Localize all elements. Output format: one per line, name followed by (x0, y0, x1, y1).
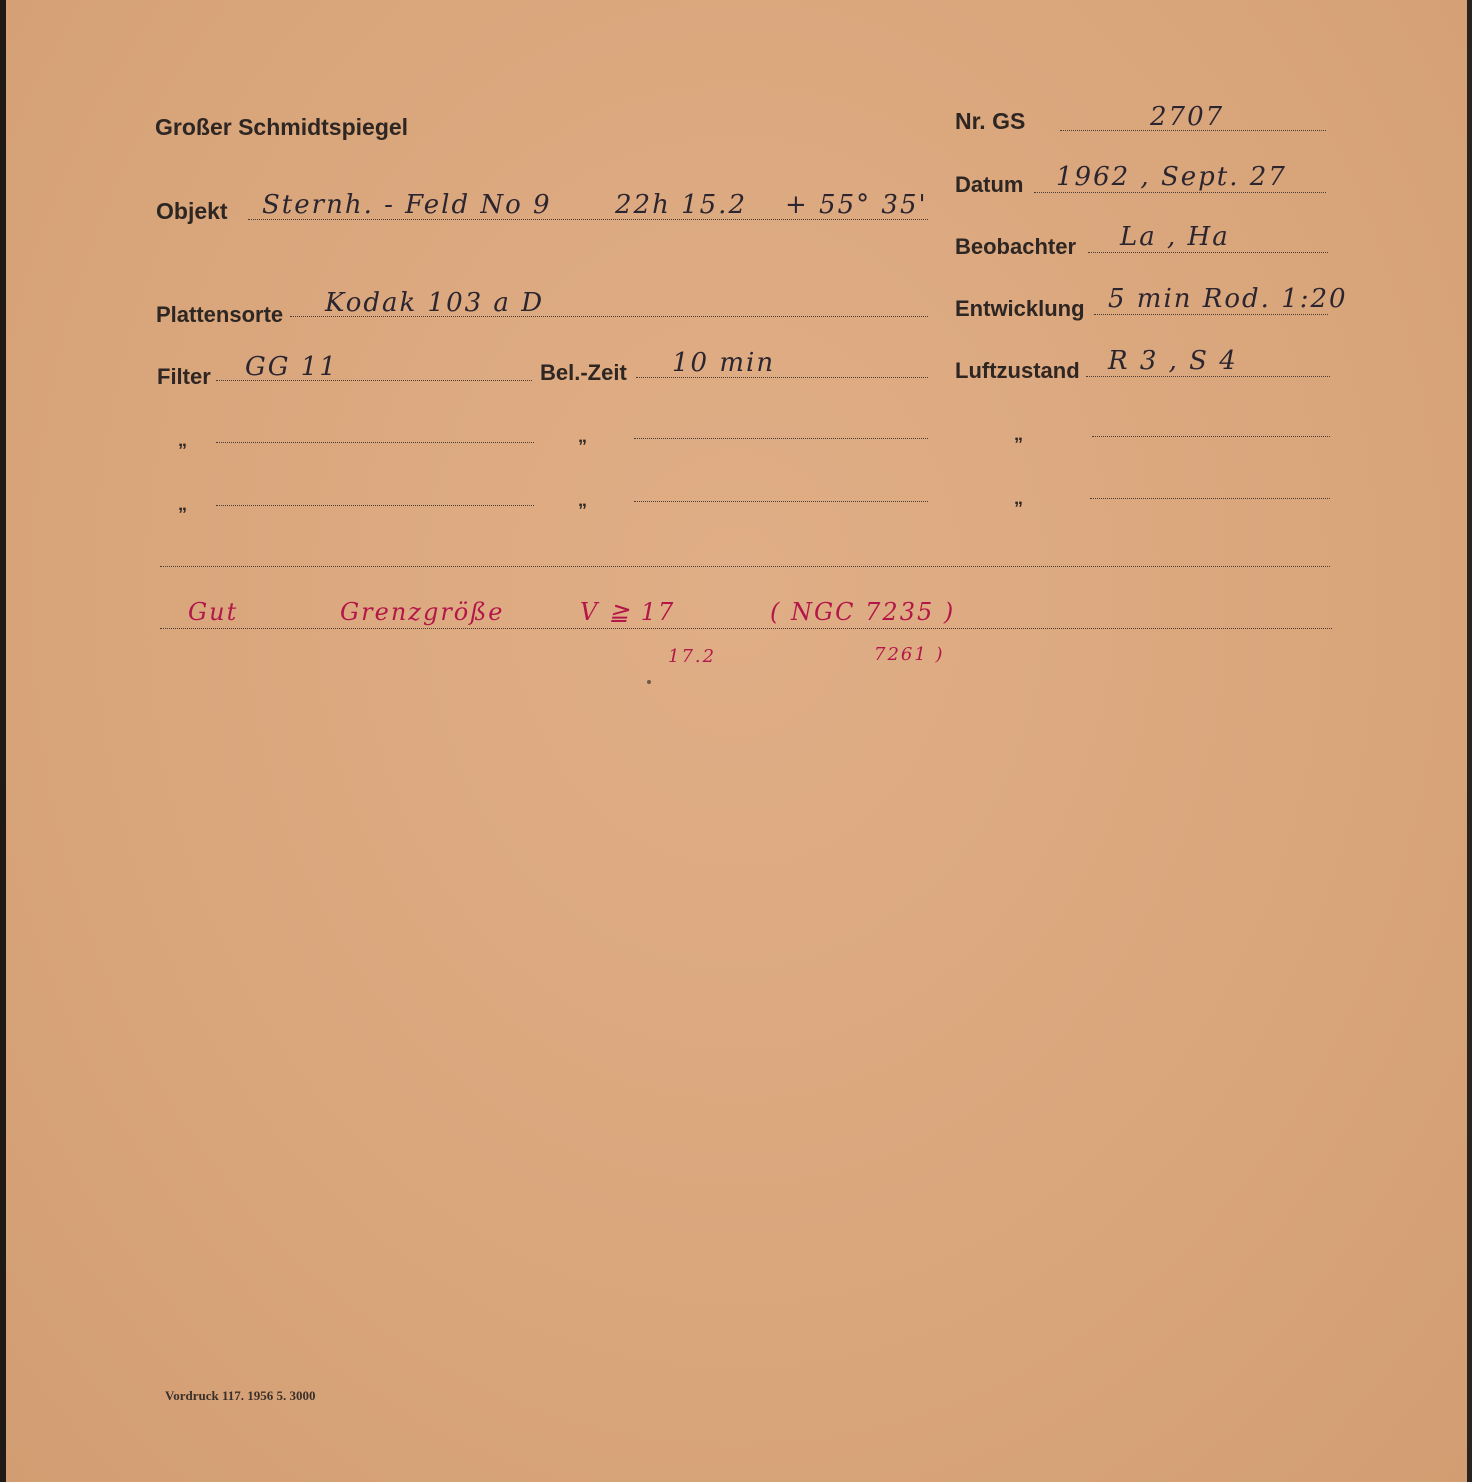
entwicklung-label: Entwicklung (955, 296, 1085, 321)
form-imprint: Vordruck 117. 1956 5. 3000 (165, 1388, 316, 1403)
grenzgroesse-note: Grenzgröße (340, 598, 505, 626)
filter-label: Filter (157, 364, 211, 389)
ditto-line (634, 501, 928, 502)
entwicklung-line (1094, 314, 1328, 315)
luftzustand-value: R 3 , S 4 (1108, 346, 1238, 376)
objekt-label: Objekt (156, 198, 228, 224)
ditto-mark: „ (178, 494, 187, 514)
ditto-line (1092, 436, 1330, 437)
scan-edge-right (1467, 0, 1472, 1482)
ditto-mark: „ (578, 490, 587, 510)
ngc-note-first: ( NGC 7235 ) (770, 598, 956, 626)
ditto-line (1090, 498, 1330, 499)
remarks-line (160, 566, 1330, 567)
card-title: Großer Schmidtspiegel (155, 114, 409, 140)
beobachter-label: Beobachter (955, 234, 1077, 259)
datum-value: 1962 , Sept. 27 (1056, 162, 1287, 192)
objekt-ra: 22h 15.2 (615, 190, 747, 220)
ditto-mark: „ (578, 426, 587, 446)
ditto-line (216, 442, 534, 443)
limit-magnitude-note: V ≧ 17 (580, 598, 676, 626)
belzeit-value: 10 min (672, 348, 776, 378)
remarks-line (160, 628, 1332, 629)
entwicklung-value: 5 min Rod. 1:20 (1108, 284, 1348, 314)
ditto-mark: „ (1014, 488, 1023, 508)
nr-gs-label: Nr. GS (955, 108, 1026, 134)
luftzustand-label: Luftzustand (955, 358, 1080, 383)
nr-gs-value: 2707 (1150, 102, 1225, 132)
luftzustand-line (1086, 376, 1330, 377)
ditto-mark: „ (178, 430, 187, 450)
belzeit-label: Bel.-Zeit (540, 360, 627, 385)
ditto-line (216, 505, 534, 506)
objekt-name: Sternh. - Feld No 9 (262, 190, 552, 220)
limit-magnitude-second: 17.2 (668, 646, 717, 667)
plattensorte-label: Plattensorte (156, 302, 284, 327)
filter-value: GG 11 (245, 352, 338, 382)
ditto-line (634, 438, 928, 439)
beobachter-value: La , Ha (1120, 222, 1230, 252)
datum-label: Datum (955, 172, 1024, 197)
ditto-mark: „ (1014, 424, 1023, 444)
paper-speck (647, 680, 651, 684)
ngc-note-second: 7261 ) (874, 644, 945, 665)
datum-line (1034, 192, 1326, 193)
objekt-dec: + 55° 35' (785, 190, 928, 220)
plattensorte-value: Kodak 103 a D (325, 288, 545, 318)
beobachter-line (1088, 252, 1328, 253)
quality-note: Gut (188, 598, 239, 626)
scan-edge-left (0, 0, 6, 1482)
